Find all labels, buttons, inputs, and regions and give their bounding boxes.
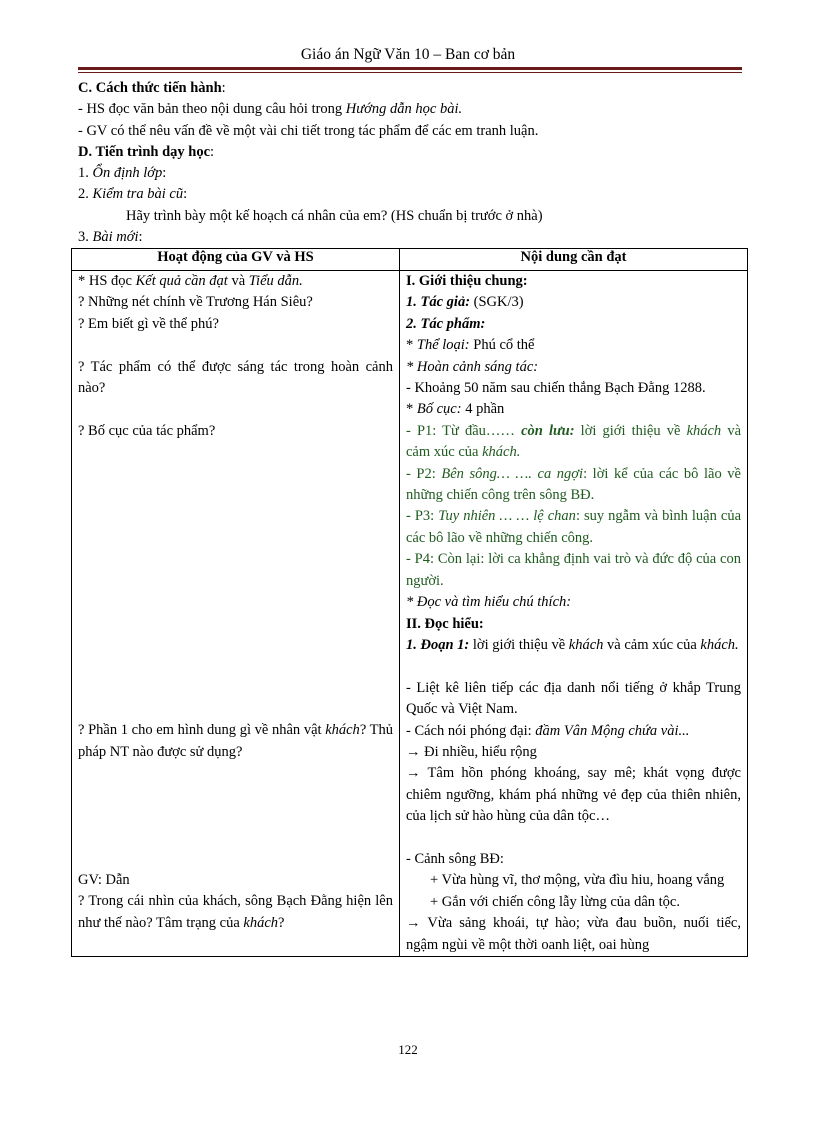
right-line-4: * Thể loại: Phú cổ thể <box>406 337 535 354</box>
left-line-6: ? Phần 1 cho em hình dung gì về nhân vật khách? Thủ pháp NT nào được sử dụng? <box>78 722 393 760</box>
lesson-intro <box>78 78 742 248</box>
left-line-8: ? Trong cái nhìn của khách, sông Bạch Đằng hiện lên như thế nào? Tâm trạng của khách? <box>78 893 393 931</box>
right-line-21: + Gắn với chiến công lẫy lừng của dân tộc. <box>430 893 680 910</box>
right-line-16: - Cách nói phóng đại: đầm Vân Mộng chứa vài... <box>406 722 690 739</box>
right-line-10: - P3: Tuy nhiên … … lệ chan: suy ngẫm và bình luận của các bô lão về những chiến công. <box>406 508 742 546</box>
section-c-item-2: - GV có thể nêu vấn đề về một vài chi tiết trong tác phẩm để các em tranh luận. <box>78 122 539 139</box>
section-d-heading: D. Tiến trình dạy học: <box>78 143 215 160</box>
right-line-6: - Khoảng 50 năm sau chiến thắng Bạch Đằng 1288. <box>406 380 706 397</box>
activities-cell <box>72 271 400 957</box>
right-line-20: + Vừa hùng vĩ, thơ mộng, vừa đìu hiu, hoang vắng <box>430 872 725 889</box>
section-c-heading: C. Cách thức tiến hành: <box>78 80 226 96</box>
left-line-5: ? Bố cục của tác phẩm? <box>78 422 216 439</box>
left-line-4: ? Tác phẩm có thể được sáng tác trong hoàn cảnh nào? <box>78 358 393 397</box>
section-d-step-2: 2. Kiểm tra bài cũ: <box>78 186 188 203</box>
left-line-2: ? Những nét chính về Trương Hán Siêu? <box>78 294 313 311</box>
right-line-5: * Hoàn cảnh sáng tác: <box>406 358 539 375</box>
page-header-title: Giáo án Ngữ Văn 10 – Ban cơ bản <box>300 46 516 63</box>
lesson-table <box>71 248 748 957</box>
left-line-3: ? Em biết gì về thể phú? <box>78 315 219 332</box>
section-d-step-3: 3. Bài mới: <box>78 229 143 246</box>
left-line-1: * HS đọc Kết quả cần đạt và Tiểu dẫn. <box>78 273 303 289</box>
right-line-14: 1. Đoạn 1: lời giới thiệu về khách và cảm xúc của khách. <box>406 636 739 653</box>
section-c-item-1: - HS đọc văn bản theo nội dung câu hỏi trong Hướng dẫn học bài. <box>78 101 463 118</box>
right-line-22: → Vừa sảng khoái, tự hào; vừa đau buồn, nuối tiếc, ngậm ngùi về một thời oanh liệt, oai hùng <box>406 915 741 953</box>
right-line-15: - Liệt kê liên tiếp các địa danh nổi tiếng ở khắp Trung Quốc và Việt Nam. <box>406 679 741 718</box>
right-line-7: * Bố cục: 4 phần <box>406 401 505 418</box>
right-line-13: II. Đọc hiểu: <box>406 615 484 632</box>
section-d-step-1: 1. Ổn định lớp: <box>78 165 167 182</box>
right-line-9: - P2: Bên sông… …. ca ngợi: lời kể của các bô lão về những chiến công trên sông BĐ. <box>406 465 741 504</box>
right-line-1: I. Giới thiệu chung: <box>406 273 528 289</box>
right-line-11: - P4: Còn lại: lời ca khẳng định vai trò và đức độ của con người. <box>406 551 741 589</box>
right-line-8: - P1: Từ đầu…… còn lưu: lời giới thiệu về khách và cảm xúc của khách. <box>406 422 741 461</box>
right-line-18: → Tâm hồn phóng khoáng, say mê; khát vọng được chiêm ngưỡng, khám phá những vẻ đẹp của thiên nhiên, của lịch sử hào hùng của dân tộc… <box>406 765 741 825</box>
header-rule-thick <box>78 67 742 70</box>
right-line-3: 2. Tác phẩm: <box>406 315 486 332</box>
right-line-2: 1. Tác giả: (SGK/3) <box>406 294 524 311</box>
page-number: 122 <box>398 1042 418 1057</box>
table-row <box>72 271 748 957</box>
right-line-19: - Cảnh sông BĐ: <box>406 850 504 867</box>
right-line-12: * Đọc và tìm hiểu chú thích: <box>406 594 572 611</box>
content-cell <box>400 271 748 957</box>
left-line-7: GV: Dẫn <box>78 872 130 889</box>
table-header-row <box>72 249 748 271</box>
header-rule-thin <box>78 72 742 73</box>
col-header-activities: Hoạt động của GV và HS <box>72 249 400 271</box>
section-d-step-2-question: Hãy trình bày một kế hoạch cá nhân của em? (HS chuẩn bị trước ở nhà) <box>126 207 543 224</box>
right-line-17: → Đi nhiều, hiểu rộng <box>406 743 537 760</box>
col-header-content: Nội dung cần đạt <box>400 249 748 271</box>
